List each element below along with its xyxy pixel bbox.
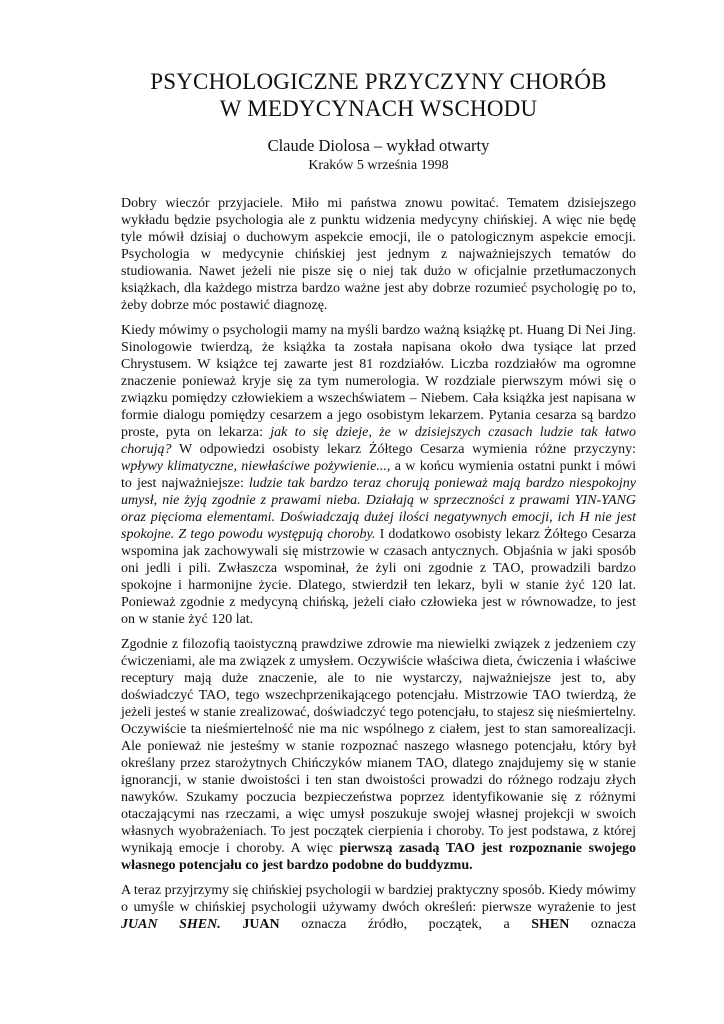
title-line-2: W MEDYCYNACH WSCHODU xyxy=(219,96,538,121)
title-line-1: PSYCHOLOGICZNE PRZYCZYNY CHORÓB xyxy=(150,69,607,94)
document-subtitle: Claude Diolosa – wykład otwarty xyxy=(267,136,490,155)
paragraph-2-text-a: Kiedy mówimy o psychologii mamy na myśli bardzo ważną książkę pt. Huang Di Nei Jing. Sinologowie twierdzą, że książka ta została napisana około dwa tysiące lat przed Chrystusem. W książce tej zawarte jest 81 rozdziałów. Liczba rozdziałów ma ogromne znaczenie ponieważ kryje się za tym numerologia. W rozdziale pierwszym mówi się o związku pomiędzy człowiekiem a wszechświatem – Niebem. Cała książka jest napisana w formie dialogu pomiędzy cesarzem a jego osobistym lekarzem. Pytania cesarza są bardzo proste, pyta on lekarza: xyxy=(121,323,636,440)
paragraph-3-text-a: Zgodnie z filozofią taoistyczną prawdziwe zdrowie ma niewielki związek z jedzeniem czy ćwiczeniami, ale ma związek z umysłem. Oczywiście właściwa dieta, ćwiczenia i właściwe receptury mają duże znaczenie, ale to nie wystarczy, najważniejsze jest to, aby doświadczyć TAO, tego wszechprzenikającego potencjału. Mistrzowie TAO twierdzą, że jeżeli jesteś w stanie zrealizować, doświadczyć tego potencjału, to stajesz się nieśmiertelny. Oczywiście ta nieśmiertelność nie ma nic wspólnego z ciałem, jest to stan samorealizacji. Ale ponieważ nie jesteśmy w stanie rozpoznać naszego własnego potencjału, który był określany przez starożytnych Chińczyków mianem TAO, dlatego znajdujemy się w stanie ignorancji, w stanie dwoistości i ten stan dwoistości prowadzi do różnego rodzaju złych nawyków. Szukamy poczucia bezpieczeństwa poprzez identyfikowanie się z różnymi otaczającymi nas rzeczami, a więc umysł poszukuje swojej własnej projekcji w swoich własnych wyobrażeniach. To jest początek cierpienia i choroby. To jest podstawa, z której wynikają emocje i choroby. A więc xyxy=(121,637,636,856)
paragraph-1: Dobry wieczór przyjaciele. Miło mi państwa znowu powitać. Tematem dzisiejszego wykładu będzie psychologia ale z punktu widzenia medycyny chińskiej. A więc nie będę tyle mówił dzisiaj o duchowym aspekcie emocji, ile o patologicznym aspekcie emocji. Psychologia w medycynie chińskiej jest jednym z najważniejszych tematów do studiowania. Nawet jeżeli nie pisze się o niej tak dużo w oficjalnie przetłumaczonych książkach, dla każdego mistrza bardzo ważne jest aby dobrze rozumieć psychologię po to, żeby dobrze móc postawić diagnozę. xyxy=(121,196,636,313)
paragraph-4 xyxy=(121,882,636,933)
document-title xyxy=(121,0,636,122)
paragraph-4-term-juan-shen: JUAN SHEN. xyxy=(121,917,221,932)
paragraph-3-principle: pierwszą zasadą TAO jest rozpoznanie swojego własnego potencjału co jest bardzo podobne do buddyzmu. xyxy=(121,841,636,873)
paragraph-4-term-shen: SHEN xyxy=(531,917,570,932)
paragraph-2-text-g: I dodatkowo osobisty lekarz Żółtego Cesarza wspomina jak zachowywali się mistrzowie w czasach antycznych. Objaśnia w jaki sposób oni jedli i pili. Zwłaszcza wspominał, że żyli oni zgodnie z TAO, prowadzili bardzo spokojne i harmonijne życie. Dlatego, stwierdził ten lekarz, byli w stanie żyć 120 lat. Ponieważ zgodnie z medycyną chińską, jeżeli ciało człowieka jest w równowadze, to jest on w stanie żyć 120 lat. xyxy=(121,527,636,627)
paragraph-2-causes: wpływy klimatyczne, niewłaściwe pożywienie..., xyxy=(121,459,391,474)
paragraph-2 xyxy=(121,322,636,628)
paragraph-2-text-c: W odpowiedzi osobisty lekarz Żółtego Cesarza wymienia różne przyczyny: xyxy=(171,442,636,457)
document-body xyxy=(121,195,636,933)
paragraph-2-text-e: a w końcu wymienia ostatni punkt i mówi to jest najważniejsze: xyxy=(121,459,637,491)
paragraph-2-quote-question: jak to się dzieje, że w dzisiejszych czasach ludzie tak łatwo chorują? xyxy=(121,425,636,457)
paragraph-4-text-e: oznacza źródło, początek, a xyxy=(279,917,532,932)
paragraph-4-text-a: A teraz przyjrzymy się chińskiej psychologii w bardziej praktyczny sposób. Kiedy mówimy o umyśle w chińskiej psychologii używamy dwóch określeń: pierwsze wyrażenie to jest xyxy=(121,883,636,915)
paragraph-4-term-juan: JUAN xyxy=(242,917,280,932)
paragraph-3 xyxy=(121,636,636,874)
document-date: Kraków 5 września 1998 xyxy=(308,158,449,173)
paragraph-2-quote-answer: ludzie tak bardzo teraz chorują ponieważ mają bardzo niespokojny umysł, nie żyją zgodnie z prawami nieba. Działają w sprzeczności z prawami YIN-YANG oraz pięcioma elementami. Doświadczają dużej ilości negatywnych emocji, ich H nie jest spokojne. Z tego powodu występują choroby. xyxy=(121,476,637,542)
paragraph-4-space xyxy=(221,917,243,932)
paragraph-4-text-g: oznacza xyxy=(569,917,637,932)
